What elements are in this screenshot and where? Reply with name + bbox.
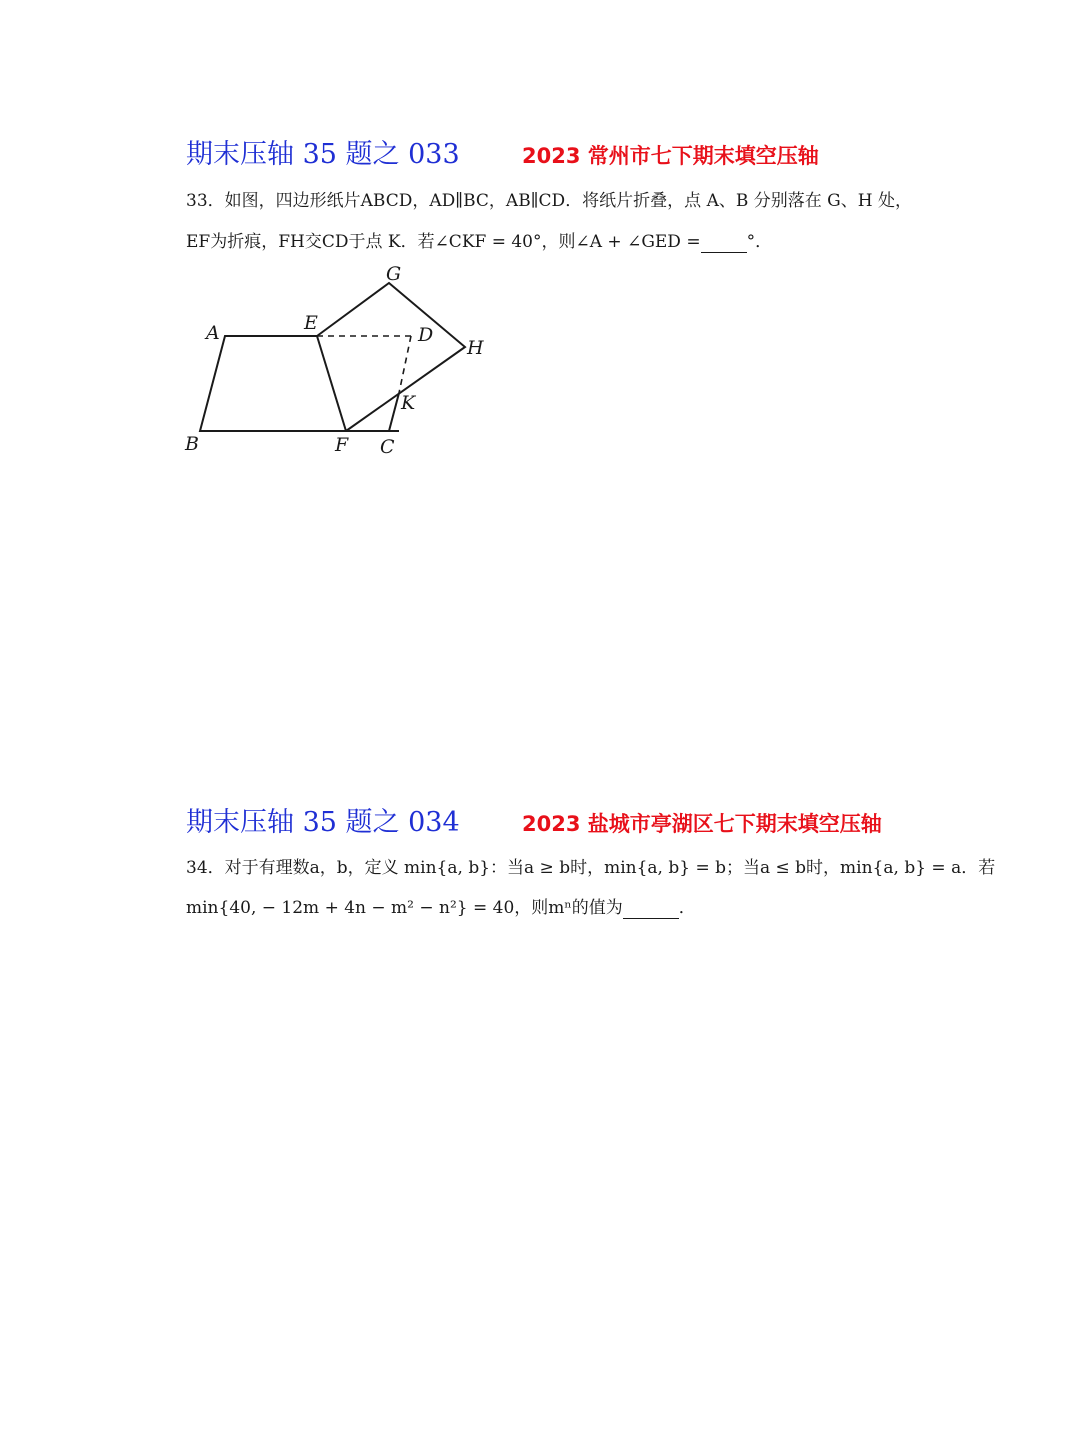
problem-34-line-2 bbox=[186, 893, 696, 919]
problem-33-source: 2023 常州市七下期末填空压轴 bbox=[522, 144, 819, 168]
answer-blank-33[interactable] bbox=[701, 232, 747, 253]
dashed-edge-DK bbox=[399, 336, 411, 393]
label-H: H bbox=[467, 337, 484, 359]
problem-33-title: 期末压轴 35 题之 033 bbox=[186, 139, 460, 170]
geometry-figure-33 bbox=[170, 258, 500, 458]
label-E: E bbox=[304, 312, 318, 334]
label-G: G bbox=[386, 263, 402, 285]
problem-34-title: 期末压轴 35 题之 034 bbox=[186, 807, 460, 838]
problem-34-line-2-end: ． bbox=[678, 898, 696, 918]
problem-33-line-1: 33．如图，四边形纸片ABCD，AD∥BC，AB∥CD．将纸片折叠，点 A、B 分别落在 G、H 处， bbox=[186, 191, 912, 211]
answer-blank-34[interactable] bbox=[623, 898, 679, 919]
label-F: F bbox=[335, 434, 349, 456]
label-K: K bbox=[401, 392, 416, 414]
problem-33-line-2-end: °． bbox=[746, 232, 773, 252]
problem-34-line-1: 34．对于有理数a，b，定义 min{a, b}：当a ≥ b时，min{a, b} = b；当a ≤ b时，min{a, b} = a．若 bbox=[186, 858, 996, 878]
label-B: B bbox=[185, 433, 199, 455]
problem-33-line-2 bbox=[186, 227, 772, 253]
problem-34-source: 2023 盐城市亭湖区七下期末填空压轴 bbox=[522, 812, 882, 836]
label-D: D bbox=[418, 324, 434, 346]
crease-EF bbox=[317, 336, 346, 431]
label-C: C bbox=[380, 436, 395, 458]
edge-E-A-B-F-C bbox=[200, 336, 399, 431]
problem-34-line-2-text: min{40, − 12m + 4n − m² − n²} = 40，则mⁿ的值为 bbox=[186, 898, 623, 918]
problem-33-line-2-text: EF为折痕，FH交CD于点 K．若∠CKF = 40°，则∠A + ∠GED = bbox=[186, 232, 701, 252]
label-A: A bbox=[206, 322, 220, 344]
